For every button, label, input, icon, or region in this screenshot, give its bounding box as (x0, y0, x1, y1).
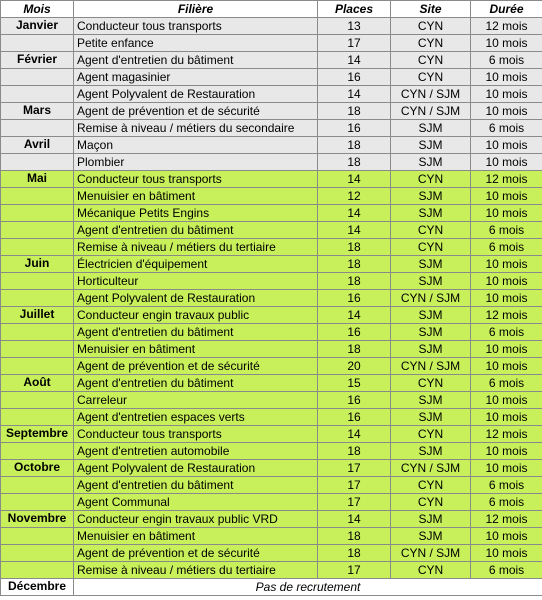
cell-month: Mai (1, 171, 74, 188)
cell-filiere: Agent Polyvalent de Restauration (74, 460, 318, 477)
cell-duree: 12 mois (471, 426, 542, 443)
cell-places: 18 (318, 137, 391, 154)
cell-duree: 10 mois (471, 358, 542, 375)
cell-month (1, 358, 74, 375)
cell-month (1, 273, 74, 290)
table-row (1, 392, 542, 409)
cell-month (1, 443, 74, 460)
cell-duree: 12 mois (471, 511, 542, 528)
cell-site: SJM (391, 120, 471, 137)
cell-month (1, 154, 74, 171)
cell-site: CYN (391, 69, 471, 86)
cell-duree: 6 mois (471, 477, 542, 494)
cell-filiere: Maçon (74, 137, 318, 154)
cell-places: 14 (318, 222, 391, 239)
cell-duree: 10 mois (471, 545, 542, 562)
cell-site: CYN / SJM (391, 358, 471, 375)
cell-month (1, 86, 74, 103)
cell-filiere: Horticulteur (74, 273, 318, 290)
cell-places: 17 (318, 562, 391, 579)
cell-duree: 10 mois (471, 86, 542, 103)
cell-places: 14 (318, 205, 391, 222)
cell-places: 18 (318, 239, 391, 256)
cell-site: SJM (391, 307, 471, 324)
table-row (1, 256, 542, 273)
cell-site: CYN (391, 35, 471, 52)
cell-places: 18 (318, 545, 391, 562)
cell-site: SJM (391, 154, 471, 171)
footer-note: Pas de recrutement (74, 579, 542, 596)
cell-filiere: Électricien d'équipement (74, 256, 318, 273)
cell-filiere: Menuisier en bâtiment (74, 188, 318, 205)
cell-month (1, 35, 74, 52)
cell-filiere: Conducteur tous transports (74, 426, 318, 443)
cell-site: CYN / SJM (391, 545, 471, 562)
cell-month (1, 205, 74, 222)
cell-filiere: Agent d'entretien du bâtiment (74, 324, 318, 341)
cell-duree: 10 mois (471, 460, 542, 477)
cell-duree: 6 mois (471, 52, 542, 69)
cell-duree: 10 mois (471, 103, 542, 120)
table-row (1, 290, 542, 307)
cell-places: 17 (318, 477, 391, 494)
cell-duree: 12 mois (471, 307, 542, 324)
cell-places: 16 (318, 69, 391, 86)
cell-site: CYN (391, 52, 471, 69)
cell-duree: 10 mois (471, 35, 542, 52)
cell-places: 13 (318, 18, 391, 35)
cell-duree: 10 mois (471, 290, 542, 307)
cell-places: 18 (318, 528, 391, 545)
cell-site: SJM (391, 528, 471, 545)
cell-places: 18 (318, 154, 391, 171)
cell-places: 15 (318, 375, 391, 392)
cell-filiere: Agent Polyvalent de Restauration (74, 290, 318, 307)
cell-filiere: Agent d'entretien du bâtiment (74, 477, 318, 494)
cell-duree: 10 mois (471, 392, 542, 409)
table-row (1, 358, 542, 375)
cell-places: 17 (318, 35, 391, 52)
cell-duree: 6 mois (471, 222, 542, 239)
table-row (1, 137, 542, 154)
cell-month: Janvier (1, 18, 74, 35)
cell-filiere: Conducteur tous transports (74, 171, 318, 188)
header-mois: Mois (1, 1, 74, 18)
table-row (1, 273, 542, 290)
cell-month (1, 239, 74, 256)
table-row (1, 205, 542, 222)
table-row (1, 375, 542, 392)
cell-month (1, 545, 74, 562)
cell-filiere: Remise à niveau / métiers du tertiaire (74, 562, 318, 579)
cell-site: SJM (391, 443, 471, 460)
cell-month (1, 341, 74, 358)
table-row (1, 307, 542, 324)
cell-filiere: Agent de prévention et de sécurité (74, 358, 318, 375)
cell-places: 16 (318, 324, 391, 341)
cell-places: 14 (318, 171, 391, 188)
cell-places: 16 (318, 290, 391, 307)
table-row (1, 443, 542, 460)
cell-places: 18 (318, 273, 391, 290)
cell-site: CYN (391, 477, 471, 494)
cell-filiere: Agent Polyvalent de Restauration (74, 86, 318, 103)
table-row (1, 528, 542, 545)
cell-month (1, 324, 74, 341)
cell-site: CYN / SJM (391, 290, 471, 307)
cell-site: SJM (391, 205, 471, 222)
cell-site: SJM (391, 392, 471, 409)
cell-month: Novembre (1, 511, 74, 528)
cell-filiere: Conducteur engin travaux public VRD (74, 511, 318, 528)
cell-month (1, 290, 74, 307)
cell-places: 14 (318, 307, 391, 324)
cell-duree: 10 mois (471, 443, 542, 460)
cell-month (1, 188, 74, 205)
cell-month (1, 528, 74, 545)
cell-month (1, 409, 74, 426)
table-row (1, 69, 542, 86)
cell-places: 16 (318, 392, 391, 409)
table-row (1, 409, 542, 426)
cell-month (1, 69, 74, 86)
cell-duree: 12 mois (471, 18, 542, 35)
cell-month: Juin (1, 256, 74, 273)
header-filiere: Filière (74, 1, 318, 18)
cell-places: 18 (318, 443, 391, 460)
cell-month (1, 392, 74, 409)
cell-filiere: Agent d'entretien du bâtiment (74, 222, 318, 239)
cell-filiere: Menuisier en bâtiment (74, 341, 318, 358)
footer-row (1, 579, 542, 596)
cell-places: 17 (318, 494, 391, 511)
cell-places: 14 (318, 52, 391, 69)
cell-site: CYN / SJM (391, 103, 471, 120)
cell-month: Mars (1, 103, 74, 120)
table-row (1, 562, 542, 579)
cell-filiere: Remise à niveau / métiers du secondaire (74, 120, 318, 137)
table-row (1, 341, 542, 358)
table-body (1, 18, 542, 579)
cell-month: Septembre (1, 426, 74, 443)
cell-places: 18 (318, 103, 391, 120)
table-row (1, 120, 542, 137)
cell-places: 14 (318, 511, 391, 528)
cell-filiere: Plombier (74, 154, 318, 171)
cell-filiere: Carreleur (74, 392, 318, 409)
cell-filiere: Agent de prévention et de sécurité (74, 545, 318, 562)
cell-filiere: Remise à niveau / métiers du tertiaire (74, 239, 318, 256)
table-row (1, 35, 542, 52)
table-row (1, 494, 542, 511)
cell-filiere: Menuisier en bâtiment (74, 528, 318, 545)
cell-places: 14 (318, 426, 391, 443)
cell-places: 16 (318, 409, 391, 426)
cell-site: SJM (391, 409, 471, 426)
cell-duree: 6 mois (471, 120, 542, 137)
cell-month (1, 494, 74, 511)
cell-duree: 10 mois (471, 341, 542, 358)
cell-site: CYN (391, 171, 471, 188)
cell-duree: 12 mois (471, 171, 542, 188)
cell-places: 14 (318, 86, 391, 103)
cell-filiere: Conducteur tous transports (74, 18, 318, 35)
cell-filiere: Agent d'entretien du bâtiment (74, 375, 318, 392)
cell-filiere: Petite enfance (74, 35, 318, 52)
cell-site: CYN (391, 494, 471, 511)
cell-duree: 10 mois (471, 409, 542, 426)
cell-month: Août (1, 375, 74, 392)
table-row (1, 222, 542, 239)
table-row (1, 545, 542, 562)
cell-site: CYN / SJM (391, 86, 471, 103)
table-row (1, 171, 542, 188)
table-row (1, 426, 542, 443)
header-row (1, 1, 542, 18)
table-row (1, 18, 542, 35)
table-row (1, 103, 542, 120)
cell-duree: 10 mois (471, 256, 542, 273)
header-places: Places (318, 1, 391, 18)
cell-site: CYN (391, 239, 471, 256)
cell-site: CYN (391, 222, 471, 239)
cell-duree: 6 mois (471, 239, 542, 256)
cell-filiere: Conducteur engin travaux public (74, 307, 318, 324)
cell-site: SJM (391, 324, 471, 341)
cell-site: SJM (391, 137, 471, 154)
cell-duree: 10 mois (471, 205, 542, 222)
cell-places: 16 (318, 120, 391, 137)
cell-site: CYN / SJM (391, 460, 471, 477)
cell-duree: 10 mois (471, 528, 542, 545)
table-header (1, 1, 542, 18)
cell-duree: 10 mois (471, 273, 542, 290)
cell-filiere: Mécanique Petits Engins (74, 205, 318, 222)
cell-filiere: Agent d'entretien du bâtiment (74, 52, 318, 69)
table-row (1, 52, 542, 69)
cell-month: Février (1, 52, 74, 69)
cell-filiere: Agent d'entretien espaces verts (74, 409, 318, 426)
cell-duree: 6 mois (471, 324, 542, 341)
cell-month: Juillet (1, 307, 74, 324)
cell-filiere: Agent Communal (74, 494, 318, 511)
footer-month: Décembre (1, 579, 74, 596)
table-row (1, 511, 542, 528)
cell-filiere: Agent d'entretien automobile (74, 443, 318, 460)
cell-places: 20 (318, 358, 391, 375)
cell-duree: 10 mois (471, 188, 542, 205)
cell-month (1, 562, 74, 579)
cell-site: SJM (391, 256, 471, 273)
cell-places: 17 (318, 460, 391, 477)
cell-site: CYN (391, 562, 471, 579)
table-footer (1, 579, 542, 596)
cell-month (1, 477, 74, 494)
table-row (1, 460, 542, 477)
cell-duree: 6 mois (471, 375, 542, 392)
cell-places: 12 (318, 188, 391, 205)
table-row (1, 188, 542, 205)
cell-filiere: Agent magasinier (74, 69, 318, 86)
cell-month (1, 120, 74, 137)
table-row (1, 477, 542, 494)
table-row (1, 154, 542, 171)
cell-month: Octobre (1, 460, 74, 477)
header-duree: Durée (471, 1, 542, 18)
cell-places: 18 (318, 256, 391, 273)
cell-site: SJM (391, 273, 471, 290)
cell-site: SJM (391, 511, 471, 528)
cell-duree: 10 mois (471, 154, 542, 171)
cell-month (1, 222, 74, 239)
cell-site: SJM (391, 341, 471, 358)
cell-duree: 6 mois (471, 562, 542, 579)
cell-duree: 10 mois (471, 137, 542, 154)
cell-site: CYN (391, 18, 471, 35)
table-row (1, 86, 542, 103)
cell-site: CYN (391, 426, 471, 443)
table-row (1, 239, 542, 256)
header-site: Site (391, 1, 471, 18)
cell-duree: 10 mois (471, 69, 542, 86)
cell-filiere: Agent de prévention et de sécurité (74, 103, 318, 120)
cell-site: SJM (391, 188, 471, 205)
cell-places: 18 (318, 341, 391, 358)
cell-month: Avril (1, 137, 74, 154)
cell-site: CYN (391, 375, 471, 392)
table-row (1, 324, 542, 341)
cell-duree: 6 mois (471, 494, 542, 511)
